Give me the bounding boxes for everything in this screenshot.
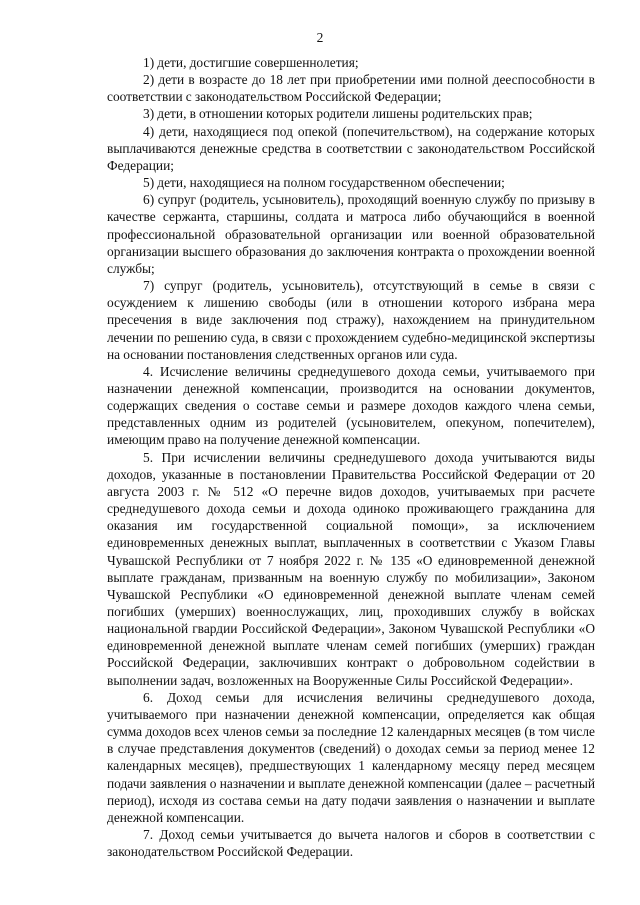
document-body [107,54,595,860]
paragraph-section-5: 5. При исчислении величины среднедушевого дохода учитываются виды доходов, указанные в постановлении Правительства Российской Федерации от 20 августа 2003 г. № 512 «О перечне видов доходов, учитываемых при расчете среднедушевого дохода семьи и дохода одиноко проживающего гражданина для оказания им государственной социальной помощи», за исключением единовременных денежных выплат, выплаченных в соответствии с Указом Главы Чувашской Республики от 7 ноября 2022 г. № 135 «О единовременной денежной выплате гражданам, призванным на военную службу по мобилизации», Законом Чувашской Республики «О единовременной денежной выплате членам семей погибших (умерших) военнослужащих, лиц, проходивших службу в войсках национальной гвардии Российской Федерации», Законом Чувашской Республики «О единовременной денежной выплате членам семей погибших (умерших) граждан Российской Федерации, заключивших контракт о добровольном содействии в выполнении задач, возложенных на Вооруженные Силы Российской Федерации». [107,449,595,688]
paragraph-section-7: 7. Доход семьи учитывается до вычета налогов и сборов в соответствии с законодательством Российской Федерации. [107,827,595,860]
paragraph-item-7: 7) супруг (родитель, усыновитель), отсутствующий в семье в связи с осуждением к лишению свободы (или в отношении которого избрана мера пресечения в виде заключения под стражу), нахождением на принудительном лечении по решению суда, в связи с прохождением судебно-медицинской экспертизы на основании постановления следственных органов или суда. [107,278,595,362]
paragraph-item-1: 1) дети, достигшие совершеннолетия; [143,55,359,70]
paragraph-section-4: 4. Исчисление величины среднедушевого дохода семьи, учитываемого при назначении денежной компенсации, производится на основании документов, содержащих сведения о составе семьи и размере доходов каждого члена семьи, представленных одним из родителей (усыновителем, опекуном, попечителем), имеющим право на получение денежной компенсации. [107,363,595,448]
paragraph-item-3: 3) дети, в отношении которых родители лишены родительских прав; [143,106,533,122]
page-number: 2 [316,30,324,45]
paragraph-item-5: 5) дети, находящиеся на полном государственном обеспечении; [143,175,505,191]
paragraph-item-4: 4) дети, находящиеся под опекой (попечительством), на содержание которых выплачиваются денежные средства в соответствии с законодательством Российской Федерации; [107,123,595,173]
paragraph-item-2: 2) дети в возрасте до 18 лет при приобретении ими полной дееспособности в соответствии с законодательством Российской Федерации; [107,72,595,105]
paragraph-section-6: 6. Доход семьи для исчисления величины среднедушевого дохода, учитываемого при назначении денежной компенсации, определяется как общая сумма доходов всех членов семьи за последние 12 календарных месяцев (в том числе в случае представления документов (сведений) о доходах семьи за период менее 12 календарных месяцев), предшествующих 1 календарному месяцу перед месяцем подачи заявления о назначении и выплате денежной компенсации (далее – расчетный период), исходя из состава семьи на дату подачи заявления о назначении и выплате денежной компенсации. [107,689,595,825]
paragraph-item-6: 6) супруг (родитель, усыновитель), проходящий военную службу по призыву в качестве сержанта, старшины, солдата и матроса либо обучающийся в военной профессиональной образовательной организации или военной образовательной организации высшего образования до заключения контракта о прохождении военной службы; [107,192,595,276]
